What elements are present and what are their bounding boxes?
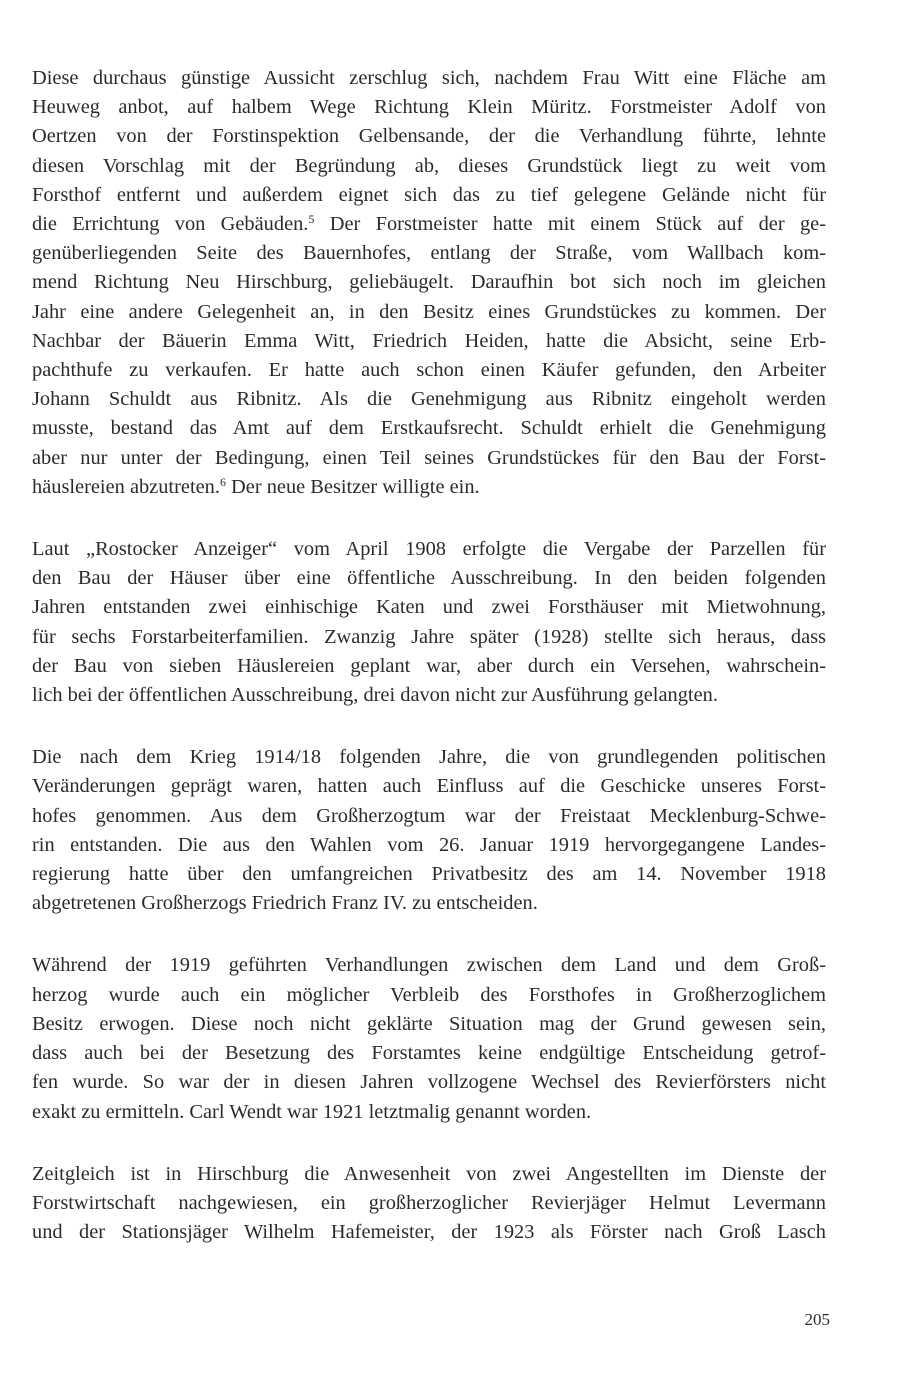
text-line: exakt zu ermitteln. Carl Wendt war 1921 letztmalig genannt worden.: [32, 1100, 592, 1123]
paragraph: [32, 743, 826, 918]
text-line: herzog wurde auch ein möglicher Verbleib des Forsthofes in Großherzoglichem: [32, 983, 826, 1006]
text-segment: Der Forstmeister hatte mit einem Stück auf der ge-: [314, 213, 826, 236]
text-line: rin entstanden. Die aus den Wahlen vom 26. Januar 1919 hervorgegangene Landes-: [32, 833, 826, 856]
text-line: Nachbar der Bäuerin Emma Witt, Friedrich Heiden, hatte die Absicht, seine Erb-: [32, 329, 826, 352]
paragraph: [32, 951, 826, 1126]
text-line: fen wurde. So war der in diesen Jahren vollzogene Wechsel des Revierförsters nicht: [32, 1071, 826, 1094]
text-segment: häuslereien abzutreten.: [32, 475, 220, 498]
text-line: der Bau von sieben Häuslereien geplant war, aber durch ein Versehen, wahrschein-: [32, 654, 826, 677]
text-line: Laut „Rostocker Anzeiger“ vom April 1908 erfolgte die Vergabe der Parzellen für: [32, 538, 826, 561]
text-line: Die nach dem Krieg 1914/18 folgenden Jahre, die von grundlegenden politischen: [32, 746, 826, 769]
text-line: Johann Schuldt aus Ribnitz. Als die Genehmigung aus Ribnitz eingeholt werden: [32, 388, 826, 411]
text-line: für sechs Forstarbeiterfamilien. Zwanzig Jahre später (1928) stellte sich heraus, dass: [32, 625, 826, 648]
text-line: Heuweg anbot, auf halbem Wege Richtung Klein Müritz. Forstmeister Adolf von: [32, 96, 826, 119]
text-line: pachthufe zu verkaufen. Er hatte auch schon einen Käufer gefunden, den Arbeiter: [32, 359, 826, 382]
text-line: Forstwirtschaft nachgewiesen, ein großherzoglicher Revierjäger Helmut Levermann: [32, 1191, 826, 1214]
text-line: dass auch bei der Besetzung des Forstamtes keine endgültige Entscheidung getrof-: [32, 1042, 826, 1065]
text-line: diesen Vorschlag mit der Begründung ab, dieses Grundstück liegt zu weit vom: [32, 154, 826, 177]
paragraph: [32, 64, 826, 502]
text-line: Während der 1919 geführten Verhandlungen zwischen dem Land und dem Groß-: [32, 954, 826, 977]
text-line: abgetretenen Großherzogs Friedrich Franz IV. zu entscheiden.: [32, 892, 538, 915]
text-line: Diese durchaus günstige Aussicht zerschlug sich, nachdem Frau Witt eine Fläche am: [32, 67, 826, 89]
page-body: [32, 64, 826, 1280]
text-line: Jahr eine andere Gelegenheit an, in den Besitz eines Grundstückes zu kommen. Der: [32, 300, 826, 323]
text-line: genüberliegenden Seite des Bauernhofes, entlang der Straße, vom Wallbach kom-: [32, 242, 826, 265]
text-line: Besitz erwogen. Diese noch nicht geklärte Situation mag der Grund gewesen sein,: [32, 1012, 826, 1035]
paragraph: [32, 1160, 826, 1248]
text-line: musste, bestand das Amt auf dem Erstkaufsrecht. Schuldt erhielt die Genehmigung: [32, 417, 826, 440]
paragraph: [32, 535, 826, 710]
text-line: regierung hatte über den umfangreichen Privatbesitz des am 14. November 1918: [32, 863, 826, 886]
footnote-ref: 6: [219, 474, 226, 489]
text-line: aber nur unter der Bedingung, einen Teil seines Grundstückes für den Bau der Forst-: [32, 446, 826, 469]
page-number: 205: [804, 1310, 830, 1329]
text-line: [32, 473, 826, 502]
text-segment: die Errichtung von Gebäuden.: [32, 213, 309, 236]
text-line: Jahren entstanden zwei einhischige Katen und zwei Forsthäuser mit Mietwohnung,: [32, 596, 826, 619]
text-line: den Bau der Häuser über eine öffentliche Ausschreibung. In den beiden folgenden: [32, 567, 826, 590]
text-line: Veränderungen geprägt waren, hatten auch Einfluss auf die Geschicke unseres Forst-: [32, 775, 826, 798]
text-line: [32, 210, 826, 239]
text-line: mend Richtung Neu Hirschburg, geliebäugelt. Daraufhin bot sich noch im gleichen: [32, 271, 826, 294]
footnote-ref: 5: [308, 212, 315, 227]
text-line: Zeitgleich ist in Hirschburg die Anwesenheit von zwei Angestellten im Dienste der: [32, 1162, 826, 1185]
text-segment: Der neue Besitzer willigte ein.: [225, 475, 480, 498]
text-line: hofes genommen. Aus dem Großherzogtum war der Freistaat Mecklenburg-Schwe-: [32, 804, 826, 827]
text-line: lich bei der öffentlichen Ausschreibung, drei davon nicht zur Ausführung gelangten.: [32, 684, 718, 707]
text-line: Forsthof entfernt und außerdem eignet sich das zu tief gelegene Gelände nicht für: [32, 183, 826, 206]
text-line: und der Stationsjäger Wilhelm Hafemeister, der 1923 als Förster nach Groß Lasch: [32, 1221, 826, 1244]
text-line: Oertzen von der Forstinspektion Gelbensande, der die Verhandlung führte, lehnte: [32, 125, 826, 148]
